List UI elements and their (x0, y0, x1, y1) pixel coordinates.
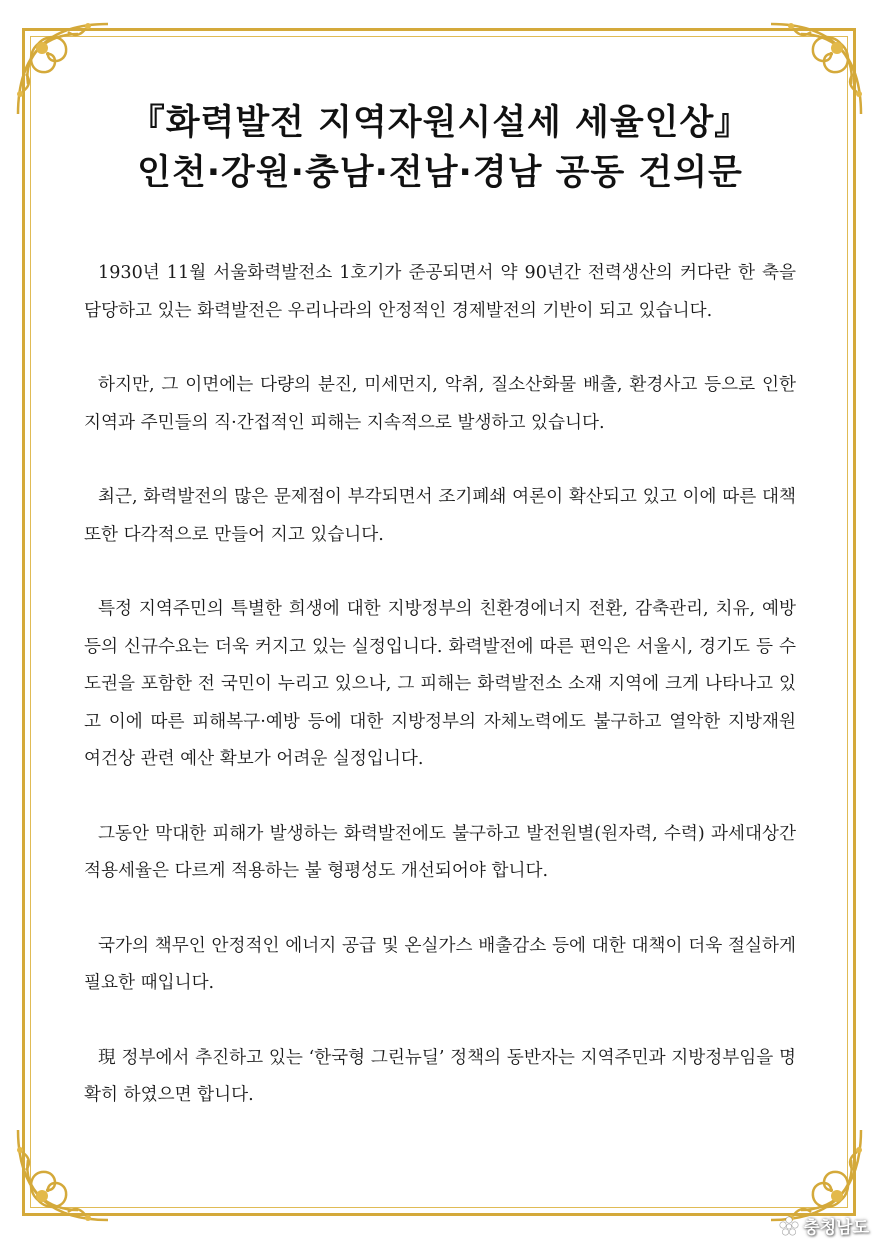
flower-icon (779, 1216, 799, 1236)
watermark-text: 충청남도 (803, 1218, 869, 1238)
paragraph: 국가의 책무인 안정적인 에너지 공급 및 온실가스 배출감소 등에 대한 대책이 더욱 절실하게 필요한 때입니다. (84, 935, 796, 993)
paragraph: 하지만, 그 이면에는 다량의 분진, 미세먼지, 악취, 질소산화물 배출, 환경사고 등으로 인한 지역과 주민들의 직·간접적인 피해는 지속적으로 발생하고 있습니다. (84, 375, 796, 433)
document-title-line-2: 인천·강원·충남·전남·경남 공동 건의문 (137, 153, 743, 193)
document-title-line-1: 『화력발전 지역자원시설세 세율인상』 (129, 103, 751, 143)
paragraph: 최근, 화력발전의 많은 문제점이 부각되면서 조기폐쇄 여론이 확산되고 있고 이에 따른 대책 또한 다각적으로 만들어 지고 있습니다. (84, 487, 796, 545)
paragraph: 1930년 11월 서울화력발전소 1호기가 준공되면서 약 90년간 전력생산의 커다란 한 축을 담당하고 있는 화력발전은 우리나라의 안정적인 경제발전의 기반이 되고 있습니다. (84, 263, 796, 321)
document-body (84, 255, 796, 1152)
paragraph: 現 정부에서 추진하고 있는 ‘한국형 그린뉴딜’ 정책의 동반자는 지역주민과 지방정부임을 명확히 하였으면 합니다. (84, 1047, 796, 1105)
paragraph: 그동안 막대한 피해가 발생하는 화력발전에도 불구하고 발전원별(원자력, 수력) 과세대상간 적용세율은 다르게 적용하는 불 형평성도 개선되어야 합니다. (84, 823, 796, 881)
paragraph: 특정 지역주민의 특별한 희생에 대한 지방정부의 친환경에너지 전환, 감축관리, 치유, 예방 등의 신규수요는 더욱 커지고 있는 실정입니다. 화력발전에 따른 편익은 서울시, 경기도 등 수도권을 포함한 전 국민이 누리고 있으나, 그 피해는 화력발전소 소재 지역에 크게 나타나고 있고 이에 따른 피해복구·예방 등에 대한 지방정부의 자체노력에도 불구하고 열악한 지방재원 여건상 관련 예산 확보가 어려운 실정입니다. (84, 599, 796, 769)
watermark (779, 1213, 869, 1238)
